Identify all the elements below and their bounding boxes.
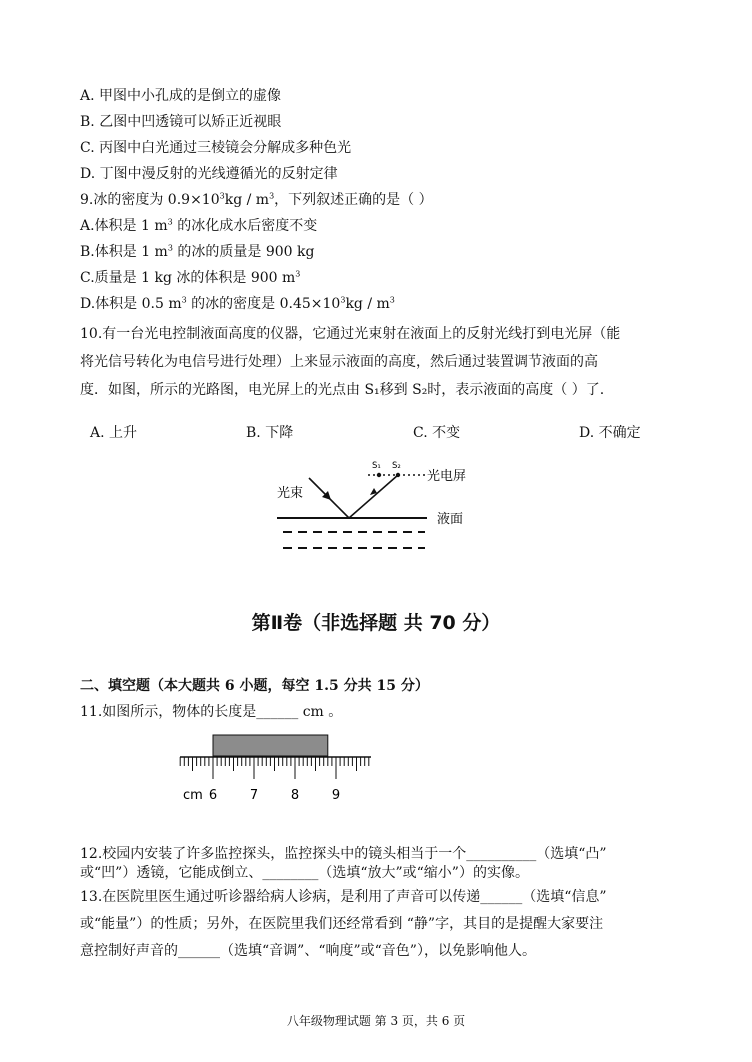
q13-line-2: 或“能量”）的性质；另外，在医院里我们还经常看到 “静”字，其目的是提醒大家要注 [80, 916, 604, 932]
q13-line-1: 13.在医院里医生通过听诊器给病人诊病，是利用了声音可以传递______（选填“信息” [80, 889, 607, 905]
reflected-beam [349, 475, 398, 518]
ruler-figure [175, 730, 375, 805]
q8-option-a: A. 甲图中小孔成的是倒立的虚像 [80, 88, 282, 104]
liquid-level-diagram [265, 455, 495, 565]
q9-option-b: B.体积是 1 $m^3$ 的冰的质量是 900 kg [80, 243, 315, 260]
q11-text: 11.如图所示，物体的长度是______ cm 。 [80, 704, 343, 720]
ruler-tick-label: 7 [249, 788, 259, 803]
q10-line-1: 10.有一台光电控制液面高度的仪器，它通过光束射在液面上的反射光线打到电光屏（能 [80, 326, 621, 342]
q10-option-a: A. 上升 [90, 425, 138, 441]
section-2-title: 第Ⅱ卷（非选择题 共 70 分） [251, 612, 501, 634]
q12-line-2: 或“凹”）透镜，它能成倒立、________（选填“放大”或“缩小”）的实像。 [80, 865, 529, 881]
page-footer: 八年级物理试题 第 3 页，共 6 页 [286, 1014, 466, 1028]
q10-option-d: D. 不确定 [579, 425, 641, 441]
fill-in-heading: 二、填空题（本大题共 6 小题，每空 1.5 分共 15 分） [80, 678, 429, 694]
label-s2: S₂ [392, 461, 401, 471]
q8-option-c: C. 丙图中白光通过三棱镜会分解成多种色光 [80, 140, 352, 156]
measured-object [213, 735, 328, 756]
q8-option-b: B. 乙图中凹透镜可以矫正近视眼 [80, 114, 282, 130]
ruler-unit-label: cm [183, 788, 203, 803]
q9-stem: 9.冰的密度为 $0.9\times 10^3kg / m^3$，下列叙述正确的是（ ） [80, 191, 433, 208]
point-s2 [396, 473, 400, 477]
q10-line-2: 将光信号转化为电信号进行处理）上来显示液面的高度，然后通过装置调节液面的高 [80, 354, 598, 370]
ruler-tick-label: 6 [208, 788, 218, 803]
q10-option-c: C. 不变 [413, 425, 461, 441]
ruler-tick-label: 9 [331, 788, 341, 803]
label-screen: 光电屏 [427, 469, 467, 484]
point-s1 [377, 473, 381, 477]
q9-option-d: D.体积是 0.5 $m^3$ 的冰的密度是 $0.45\times 10^3kg / m^3$ [80, 295, 395, 312]
q8-option-d: D. 丁图中漫反射的光线遵循光的反射定律 [80, 166, 338, 182]
q9-option-a: A.体积是 1 $m^3$ 的冰化成水后密度不变 [80, 217, 318, 234]
q10-line-3: 度．如图，所示的光路图，电光屏上的光点由 S₁移到 S₂时，表示液面的高度（ ）了. [80, 382, 605, 398]
ruler-tick-label: 8 [290, 788, 300, 803]
label-s1: S₁ [372, 461, 381, 471]
q12-line-1: 12.校园内安装了许多监控探头，监控探头中的镜头相当于一个__________（选填“凸” [80, 846, 607, 862]
ruler-ticks [180, 757, 371, 779]
q9-option-c: C.质量是 1 kg 冰的体积是 900 $m^3$ [80, 269, 301, 286]
label-liquid: 液面 [437, 512, 464, 527]
label-beam: 光束 [277, 486, 304, 501]
q13-line-3: 意控制好声音的______（选填“音调”、“响度”或“音色”），以免影响他人。 [80, 943, 536, 959]
q10-option-b: B. 下降 [246, 425, 294, 441]
